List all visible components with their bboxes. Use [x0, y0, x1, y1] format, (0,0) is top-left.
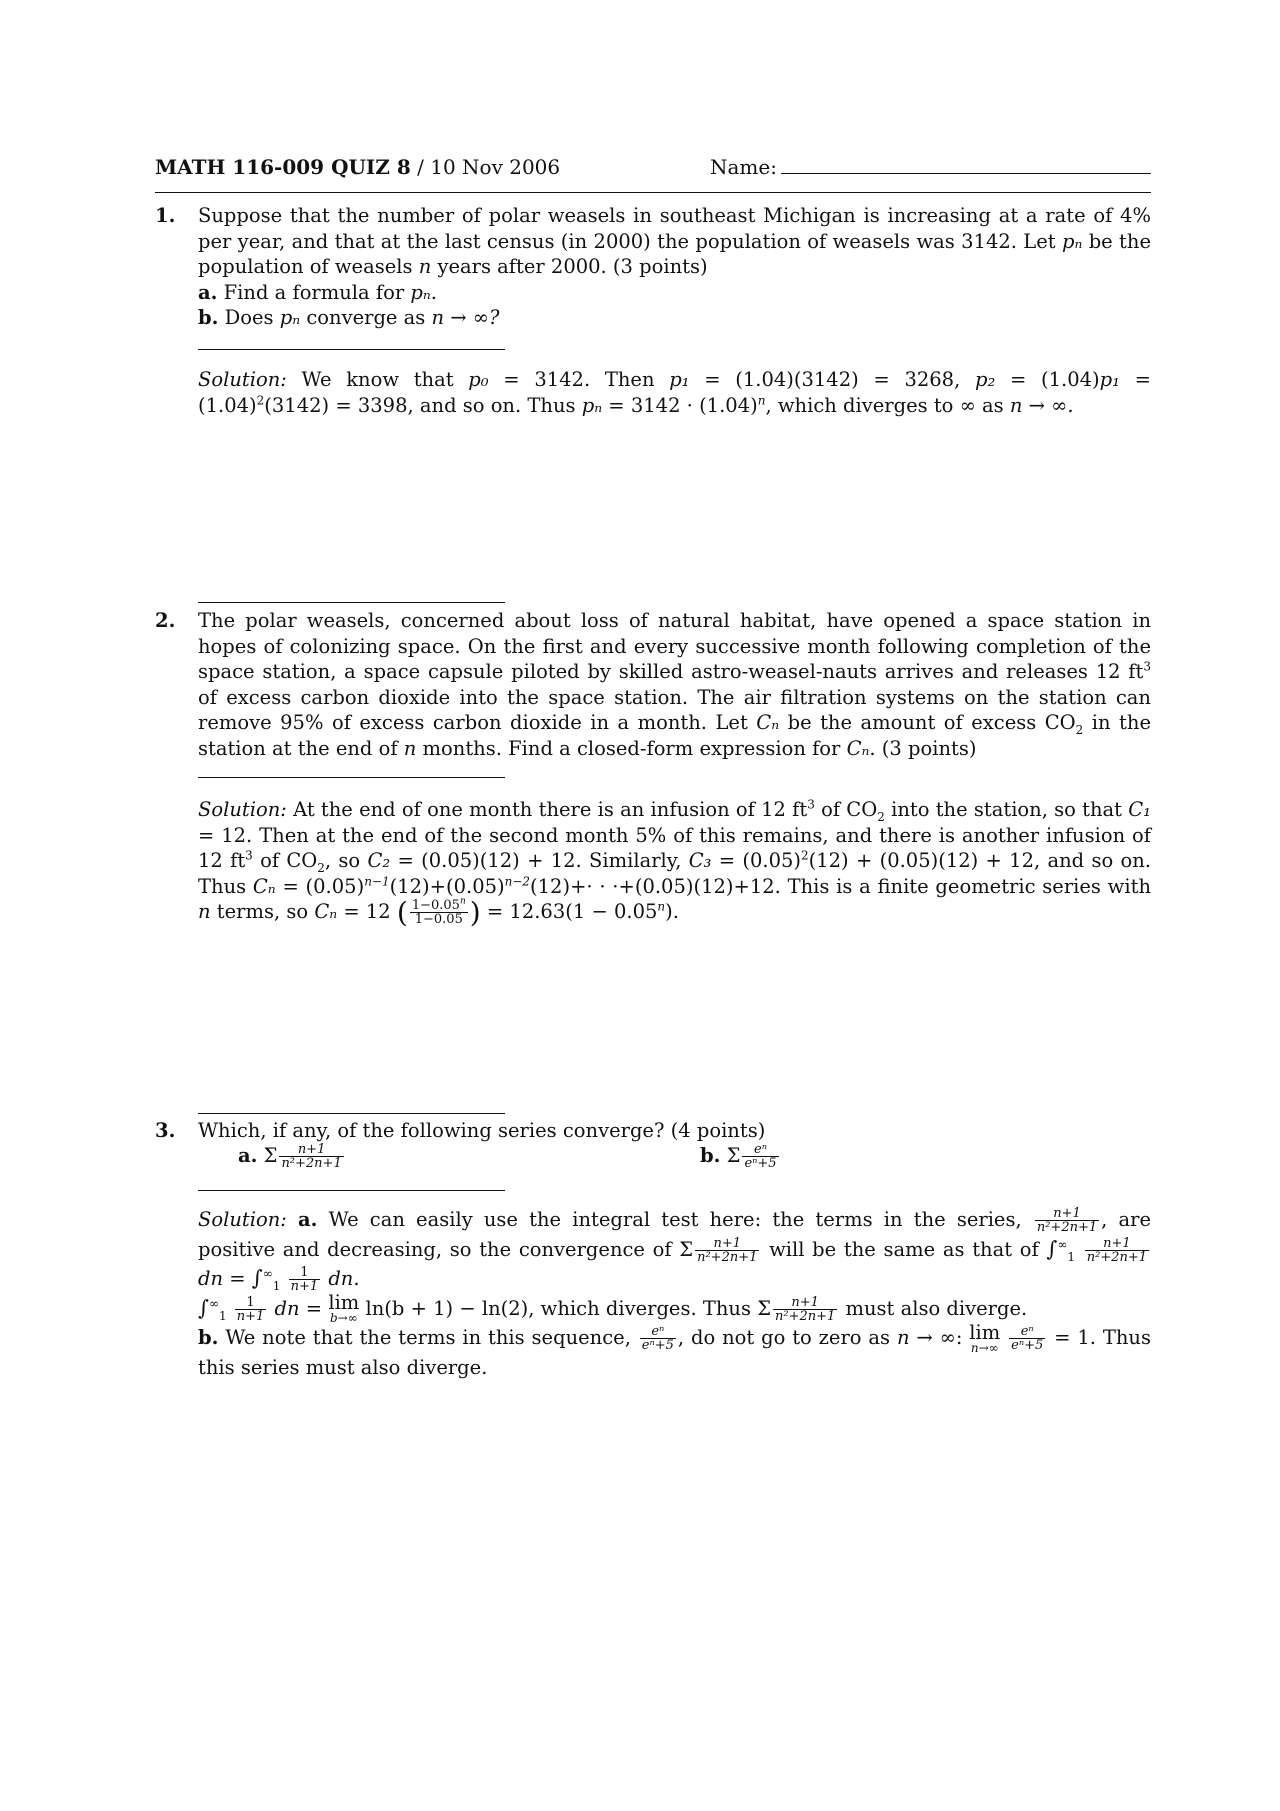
question-2: [155, 608, 1151, 761]
question-1-text: Suppose that the number of polar weasels in southeast Michigan is increasing at a rate of 4% per year, and that at the last census (in 2000) the population of weasels was 3142. Let pₙ be the population of weasels n years after 2000. (3 points): [198, 204, 1151, 278]
solution-label: Solution:: [198, 1208, 287, 1231]
fraction: $\frac{1-0.05^n}{1-0.05}$: [411, 896, 466, 927]
name-field[interactable]: [710, 155, 1151, 179]
solution-rule: [198, 777, 505, 778]
solution-rule: [198, 349, 505, 350]
header-rule: [155, 192, 1151, 193]
question-1: [155, 203, 1151, 331]
question-number: 3.: [155, 1119, 176, 1142]
question-3-part-b: b. Σ $\frac{\text{eⁿ}}{\text{eⁿ+5}}$: [700, 1142, 777, 1171]
question-rule: [198, 602, 505, 603]
question-1-part-b: b. Does pₙ converge as n → ∞?: [198, 306, 500, 329]
question-number: 1.: [155, 204, 176, 227]
solution-label: Solution:: [198, 798, 287, 821]
fraction: $\frac{\text{eⁿ}}{\text{eⁿ+5}}$: [744, 1142, 777, 1171]
fraction: $\frac{n+1}{\text{n²+2n+1}}$: [281, 1142, 342, 1171]
question-3: [155, 1118, 1151, 1144]
question-3-solution: Solution: a. We can easily use the integral test here: the terms in the series, $\frac{n+1}{\text{n²+2n+1}}$ , are positive and decreasing, so the convergence of Σ $\frac{n+1}{\text{n²+2n+1}}$ will be the same as that of $\int^\infty_1$ $\frac{n+1}{\text{n²+2n+1}}$ dn = $\int^\infty_1$ $\frac{1}{n+1}$ dn. $\int^\infty_1$ $\frac{1}{n+1}$ dn = lim b→∞ ln(b + 1) − ln(2), which diverges. Thus Σ $\frac{n+1}{\text{n²+2n+1}}$ must also diverge. b. We note that the terms in this sequence, $\frac{\text{eⁿ}}{\text{eⁿ+5}}$ , do not go to zero as n → ∞: lim n→∞ $\frac{\text{eⁿ}}{\text{eⁿ+5}}$ = 1. Thus this series must also diverge.: [198, 1206, 1152, 1379]
question-3-part-a: a. Σ $\frac{n+1}{\text{n²+2n+1}}$: [238, 1142, 342, 1171]
question-3-text: Which, if any, of the following series converge? (4 points): [198, 1119, 766, 1142]
solution-rule: [198, 1190, 505, 1191]
question-number: 2.: [155, 609, 176, 632]
name-blank-line[interactable]: [781, 157, 1151, 174]
quiz-header: [155, 155, 1151, 185]
question-1-solution: Solution: We know that p₀ = 3142. Then p₁ = (1.04)(3142) = 3268, $p_2 = (1.04)p_1 = (1.04)^2(3142) = 3398$, and so on. Thus $p_n = 3142 \cdot (1.04)^n$, which diverges to ∞ as n → ∞.: [198, 368, 1151, 417]
name-label: Name:: [710, 155, 777, 179]
quiz-date: / 10 Nov 2006: [410, 155, 561, 179]
question-rule: [198, 1113, 505, 1114]
question-1-part-a: a. Find a formula for pₙ.: [198, 280, 437, 304]
question-2-text: The polar weasels, concerned about loss of natural habitat, have opened a space station in hopes of colonizing space. On the first and every successive month following completion of the space station, a space capsule piloted by skilled astro-weasel-nauts arrives and releases 12 $ft^3$ of excess carbon dioxide into the space station. The air filtration systems on the station can remove 95% of excess carbon dioxide in a month. Let Cₙ be the amount of excess $CO_2$ in the station at the end of n months. Find a closed-form expression for Cₙ. (3 points): [198, 609, 1151, 760]
course-title: MATH 116-009 QUIZ 8: [155, 155, 411, 179]
solution-label: Solution:: [198, 368, 287, 391]
question-2-solution: Solution: At the end of one month there is an infusion of 12 $ft^3$ of $CO_2$ into the station, so that C₁ = 12. Then at the end of the second month 5% of this remains, and there is another infusion of 12 $ft^3$ of $CO_2$, so C₂ = (0.05)(12) + 12. Similarly, $C_3 = (0.05)^2(12) + (0.05)(12) + 12$, and so on. Thus $C_n = (0.05)^{n-1}(12)+(0.05)^{n-2}(12)+\cdot \cdot \cdot+(0.05)(12)+12$. This is a finite geometric series with n terms, so Cₙ = 12 ( $\frac{1-0.05^n}{1-0.05}$ ) = $12.63(1 - 0.05^n)$.: [198, 797, 1152, 929]
